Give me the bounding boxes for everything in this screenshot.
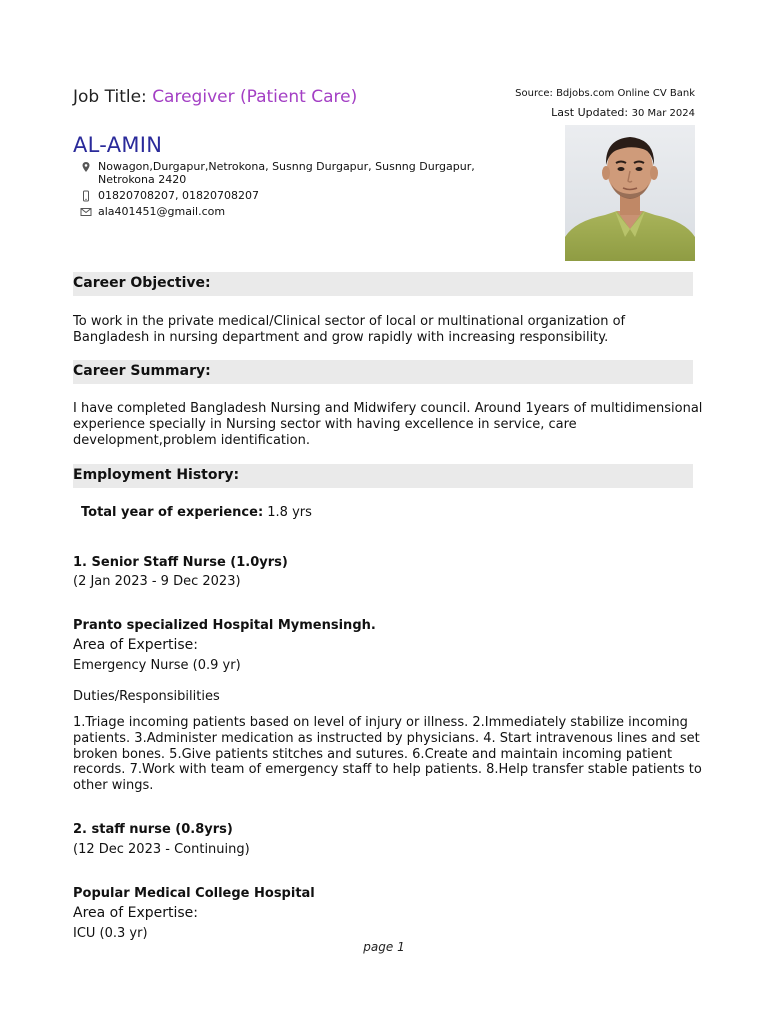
email-text: ala401451@gmail.com <box>98 205 226 218</box>
last-updated-label: Last Updated: <box>551 106 629 119</box>
job-2-company: Popular Medical College Hospital <box>73 886 315 901</box>
job-2-period: (12 Dec 2023 - Continuing) <box>73 842 250 857</box>
career-objective-heading: Career Objective: <box>73 272 693 296</box>
job-2-expertise-value: ICU (0.3 yr) <box>73 926 148 941</box>
last-updated-date: 30 Mar 2024 <box>631 108 695 119</box>
envelope-icon <box>80 206 92 218</box>
location-pin-icon <box>80 161 92 173</box>
job-1-expertise-label: Area of Expertise: <box>73 637 199 653</box>
source-line: Source: Bdjobs.com Online CV Bank <box>515 88 695 99</box>
job-1-duties-label: Duties/Responsibilities <box>73 689 220 704</box>
last-updated <box>551 106 695 119</box>
contact-address <box>80 160 500 188</box>
total-experience-label: Total year of experience: <box>81 505 264 520</box>
page-number: page 1 <box>363 940 405 954</box>
job-2-expertise-label: Area of Expertise: <box>73 905 199 921</box>
job-1-expertise-value: Emergency Nurse (0.9 yr) <box>73 658 241 673</box>
profile-photo-image <box>565 125 695 261</box>
job-title-label: Job Title: <box>73 87 147 107</box>
job-title-value: Caregiver (Patient Care) <box>152 87 358 107</box>
career-summary-text: I have completed Bangladesh Nursing and Midwifery council. Around 1years of multidimensional experience specially in Nursing sector with having excellence in service, care development,problem identification. <box>73 401 703 448</box>
job-2-title: 2. staff nurse (0.8yrs) <box>73 822 233 837</box>
job-1-duties-text: 1.Triage incoming patients based on level of injury or illness. 2.Immediately stabilize incoming patients. 3.Administer medication as instructed by physicians. 4. Start intravenous lines and set broken bones. 5.Give patients stitches and sutures. 6.Create and maintain incoming patient records. 7.Work with team of emergency staff to help patients. 8.Help transfer stable patients to other wings. <box>73 715 702 794</box>
address-text: Nowagon,Durgapur,Netrokona, Susnng Durgapur, Susnng Durgapur, Netrokona 2420 <box>98 160 475 186</box>
total-experience-value: 1.8 yrs <box>267 505 312 520</box>
job-1-company: Pranto specialized Hospital Mymensingh. <box>73 618 376 633</box>
contact-phone <box>80 189 500 203</box>
mobile-phone-icon <box>80 190 92 202</box>
profile-photo <box>565 125 695 261</box>
employment-history-heading: Employment History: <box>73 464 693 488</box>
career-objective-text: To work in the private medical/Clinical sector of local or multinational organization of Bangladesh in nursing department and grow rapidly with increasing responsibility. <box>73 314 626 345</box>
contact-email <box>80 205 500 219</box>
job-1-period: (2 Jan 2023 - 9 Dec 2023) <box>73 574 241 589</box>
career-summary-heading: Career Summary: <box>73 360 693 384</box>
total-experience <box>81 505 312 520</box>
job-title <box>73 87 357 107</box>
phone-text: 01820708207, 01820708207 <box>98 189 259 202</box>
candidate-name: AL-AMIN <box>73 133 163 157</box>
job-1-title: 1. Senior Staff Nurse (1.0yrs) <box>73 555 288 570</box>
